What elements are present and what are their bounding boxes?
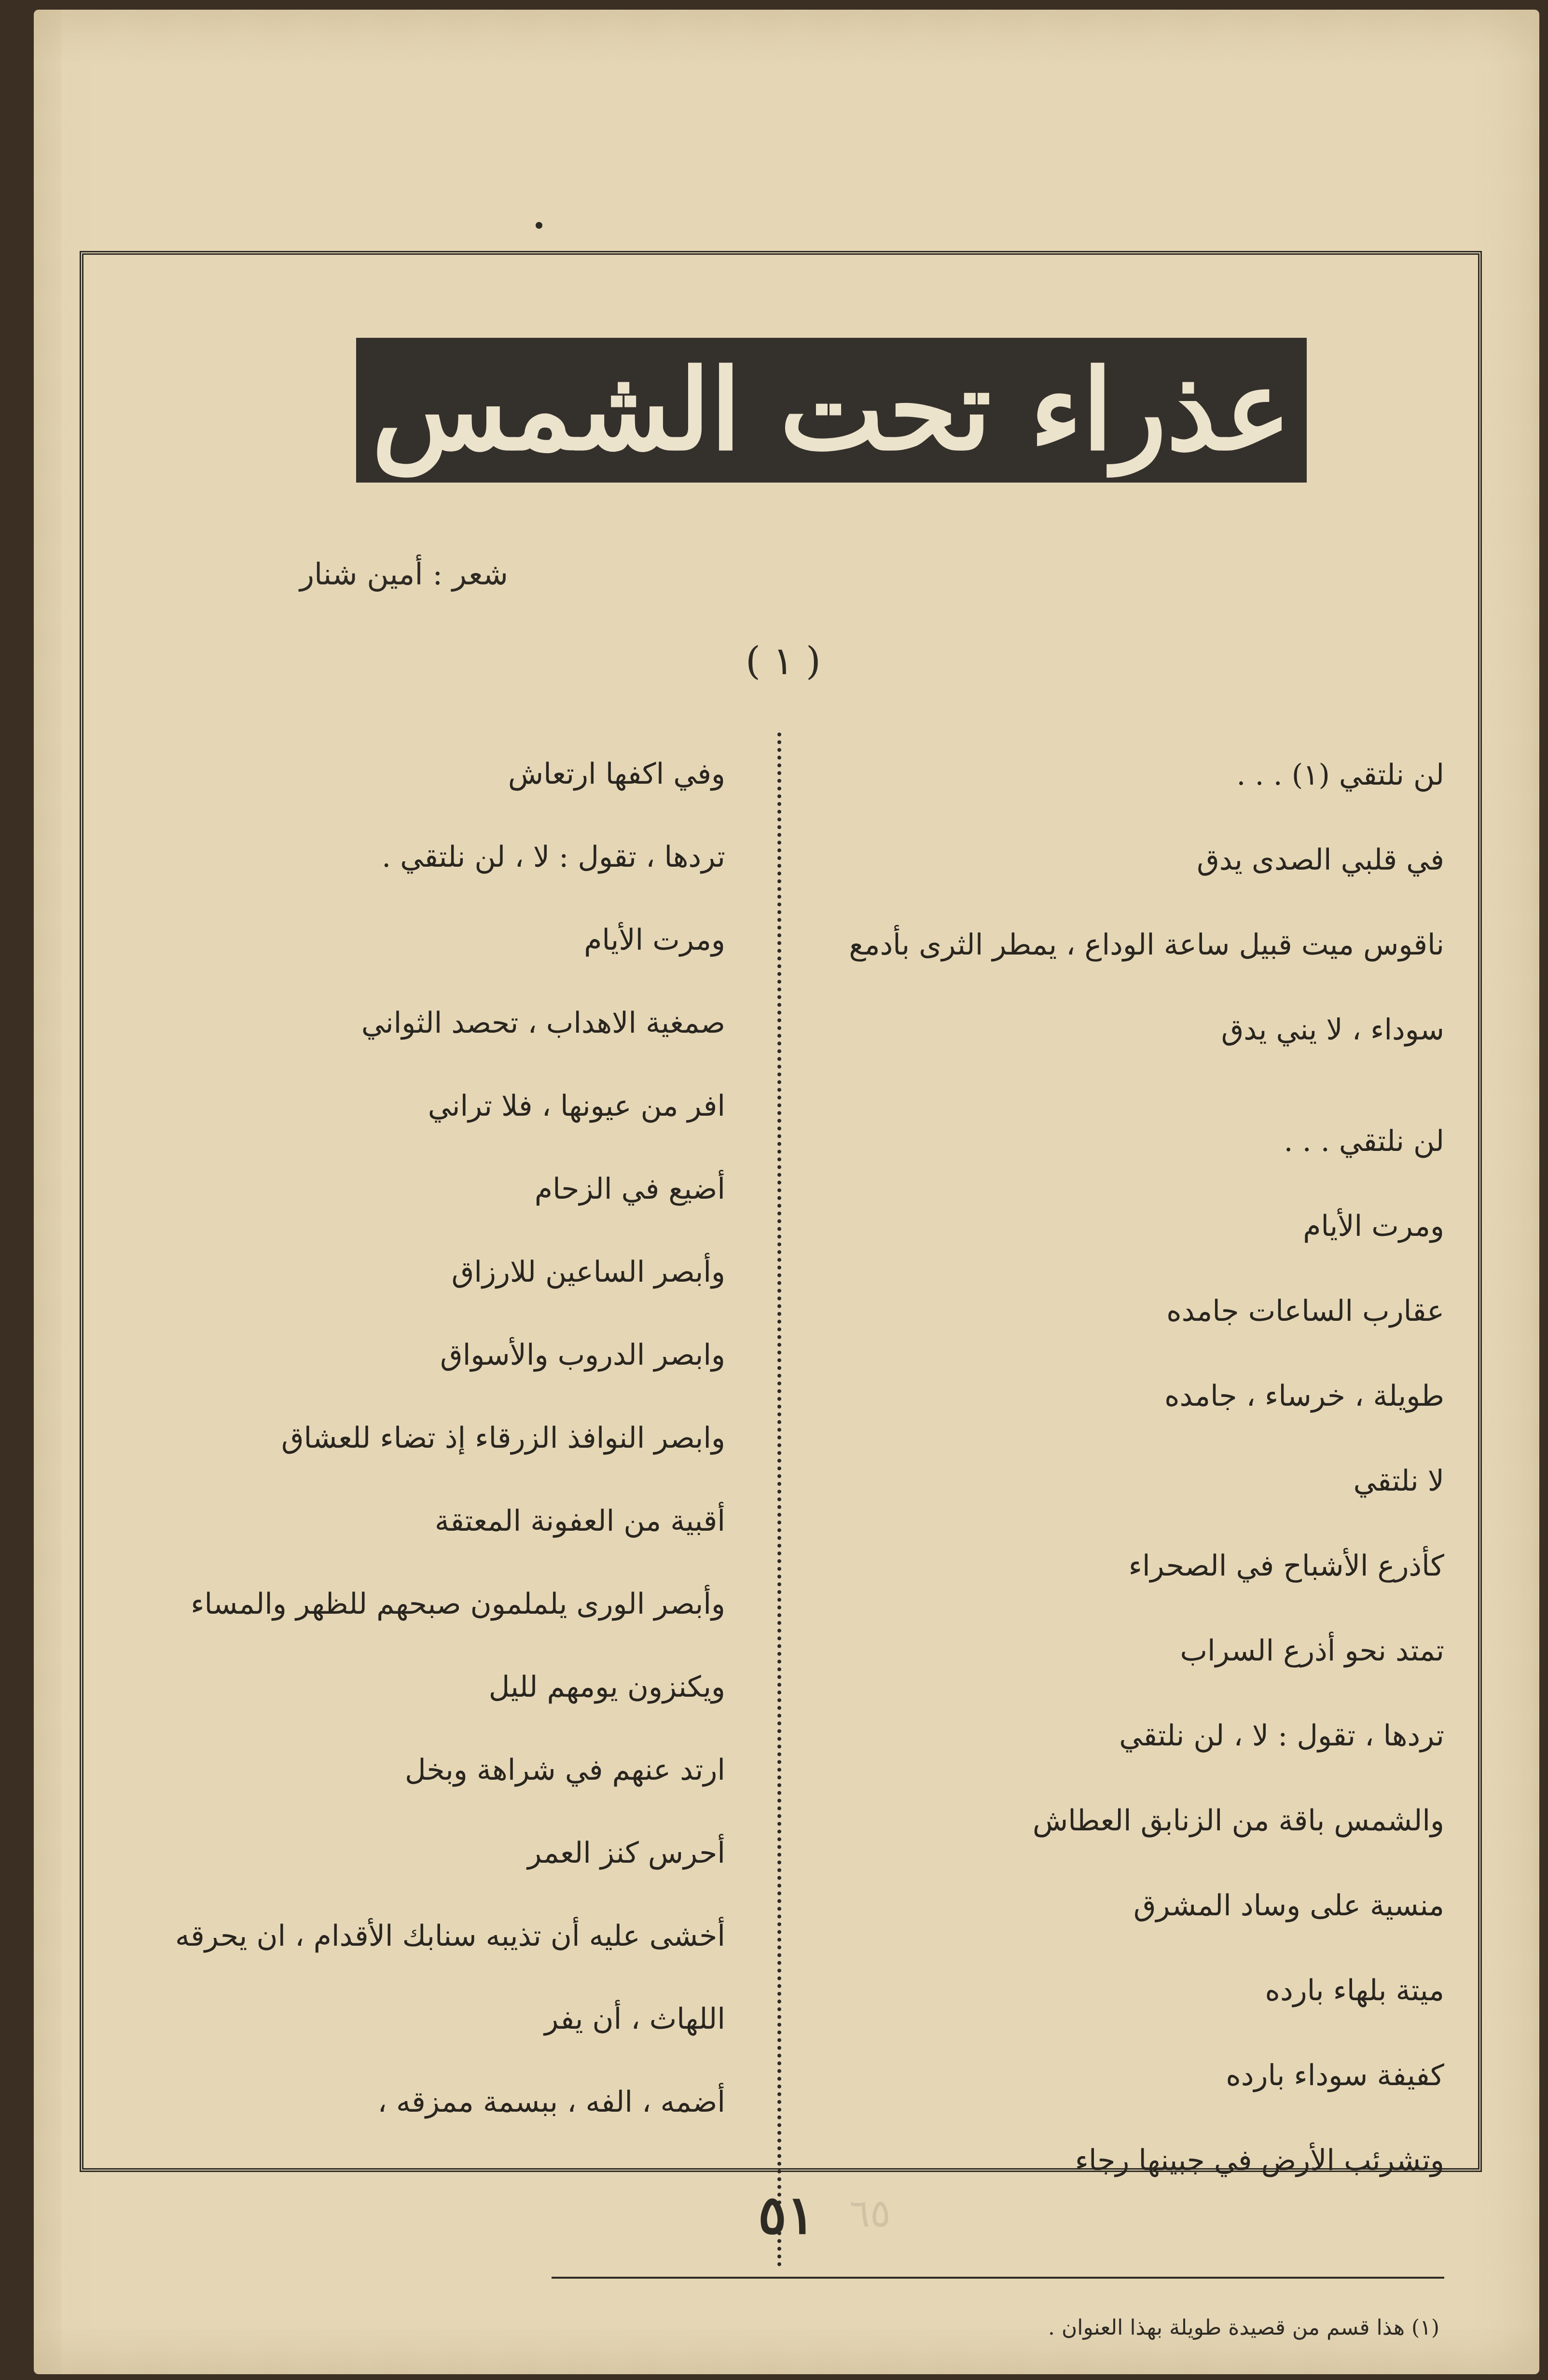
verse-line: وأبصر الورى يلملمون صبحهم للظهر والمساء: [191, 1587, 725, 1621]
verse-line: تردها ، تقول : لا ، لن نلتقي: [1119, 1719, 1444, 1753]
poem-title: عذراء تحت الشمس: [372, 345, 1291, 475]
verse-line: تمتد نحو أذرع السراب: [1180, 1634, 1444, 1668]
right-column: [807, 733, 1444, 2203]
verse-line: لن نلتقي (١) . . .: [1236, 758, 1444, 792]
page-number: ٥١: [758, 2184, 815, 2246]
verse-line: كفيفة سوداء بارده: [1226, 2059, 1444, 2092]
verse-line: والشمس باقة من الزنابق العطاش: [1033, 1804, 1444, 1838]
verse-line: ناقوس ميت قبيل ساعة الوداع ، يمطر الثرى بأدمع: [849, 928, 1444, 962]
footnote-rule: [552, 2277, 1444, 2279]
footnote: (١) هذا قسم من قصيدة طويلة بهذا العنوان .: [1048, 2315, 1439, 2340]
verse-line: سوداء ، لا يني يدق: [1221, 1013, 1444, 1047]
section-number: ( ١ ): [745, 638, 821, 683]
verse-line: وفي اكفها ارتعاش: [508, 757, 725, 791]
ink-dot: [536, 222, 542, 229]
verse-line: كأذرع الأشباح في الصحراء: [1128, 1549, 1444, 1583]
verse-line: اللهاث ، أن يفر: [544, 2002, 725, 2036]
bleed-through-number: ٦٥: [849, 2191, 891, 2236]
verse-line: أقبية من العفونة المعتقة: [434, 1504, 725, 1538]
verse-line: افر من عيونها ، فلا تراني: [428, 1089, 725, 1123]
title-banner: [356, 338, 1307, 483]
verse-line: ارتد عنهم في شراهة وبخل: [404, 1753, 725, 1787]
verse-line: صمغية الاهداب ، تحصد الثواني: [361, 1006, 725, 1040]
verse-line: وتشرئب الأرض في جبينها رجاء: [1075, 2144, 1444, 2177]
verse-line: في قلبي الصدى يدق: [1197, 843, 1444, 877]
verse-line: وابصر النوافذ الزرقاء إذ تضاء للعشاق: [281, 1421, 725, 1455]
verse-line: أضيع في الزحام: [534, 1172, 725, 1206]
verse-line: طويلة ، خرساء ، جامده: [1164, 1379, 1444, 1413]
verse-line: منسية على وساد المشرق: [1133, 1889, 1444, 1923]
page: [34, 10, 1539, 2374]
verse-line: ميتة بلهاء بارده: [1265, 1974, 1444, 2007]
verse-line: ومرت الأيام: [1303, 1209, 1444, 1243]
verse-line: عقارب الساعات جامده: [1166, 1294, 1444, 1328]
verse-line: تردها ، تقول : لا ، لن نلتقي .: [382, 840, 725, 874]
byline: شعر : أمين شنار: [300, 556, 508, 592]
verse-line: لا نلتقي: [1353, 1464, 1444, 1498]
verse-line: وأبصر الساعين للارزاق: [451, 1255, 725, 1289]
left-column: [93, 733, 725, 2144]
verse-line: أضمه ، الفه ، ببسمة ممزقه ،: [377, 2085, 725, 2119]
verse-line: ويكنزون يومهم لليل: [488, 1670, 725, 1704]
verse-line: وابصر الدروب والأسواق: [440, 1338, 725, 1372]
verse-line: أحرس كنز العمر: [527, 1836, 725, 1870]
verse-line: ومرت الأيام: [584, 923, 725, 957]
verse-line: لن نلتقي . . .: [1284, 1124, 1444, 1158]
verse-line: أخشى عليه أن تذيبه سنابك الأقدام ، ان يحرقه: [175, 1919, 725, 1953]
column-divider: [777, 733, 781, 2267]
